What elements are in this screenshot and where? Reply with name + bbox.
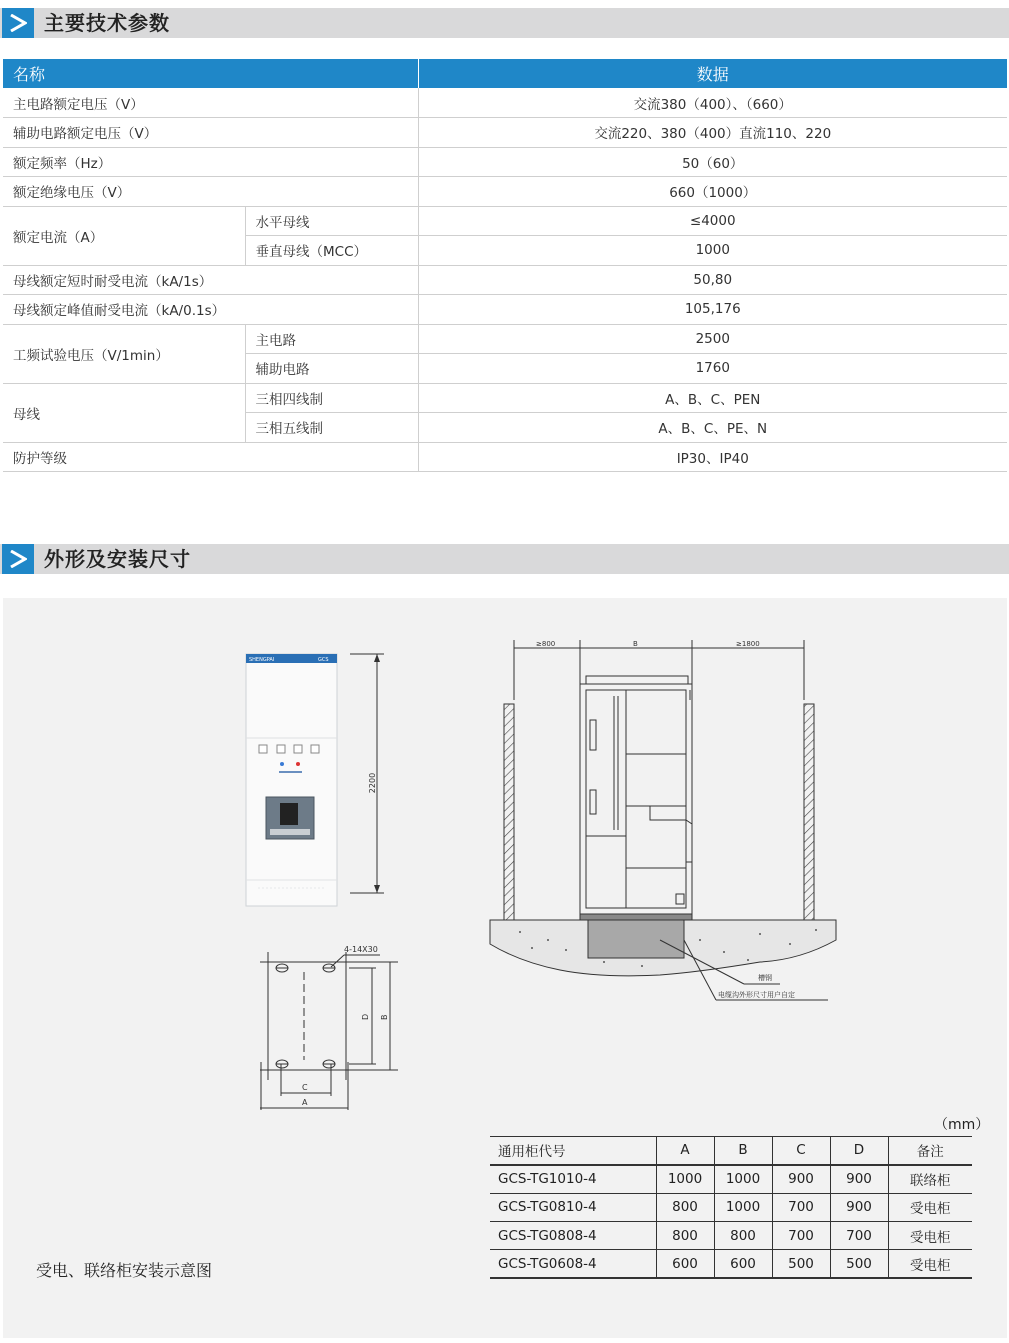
- cell-d: 700: [830, 1221, 888, 1249]
- height-label: 2200: [368, 772, 377, 794]
- row-sub: 垂直母线（MCC）: [245, 236, 418, 266]
- header-data: 数据: [418, 59, 1007, 88]
- row-value: 交流220、380（400）直流110、220: [418, 118, 1007, 148]
- cell-d: 900: [830, 1193, 888, 1221]
- row-value: ≤4000: [418, 206, 1007, 236]
- unit-label: （mm）: [934, 1117, 990, 1133]
- row-sub: 主电路: [245, 324, 418, 354]
- cabinet-front-view: [246, 654, 384, 906]
- row-name: 辅助电路额定电压（V）: [3, 118, 418, 148]
- row-name: 母线额定短时耐受电流（kA/1s）: [3, 265, 418, 295]
- cell-note: 联络柜: [888, 1165, 972, 1193]
- cell-d: 500: [830, 1250, 888, 1278]
- cell-a: 800: [656, 1221, 714, 1249]
- cabinet-brand: SHENGPAI: [249, 657, 275, 663]
- header-a: A: [656, 1137, 714, 1165]
- side-installation-view: [490, 640, 836, 1000]
- row-name: 主电路额定电压（V）: [3, 88, 418, 118]
- table-row: [490, 1250, 972, 1278]
- row-name: 母线: [3, 383, 245, 442]
- row-sub: 水平母线: [245, 206, 418, 236]
- plan-label-a: A: [302, 1098, 308, 1107]
- row-value: 50,80: [418, 265, 1007, 295]
- table-header-row: [490, 1137, 972, 1165]
- row-value: 660（1000）: [418, 177, 1007, 207]
- row-value: 50（60）: [418, 147, 1007, 177]
- side-label-left: ≥800: [536, 640, 556, 648]
- cell-d: 900: [830, 1165, 888, 1193]
- row-name: 防护等级: [3, 442, 418, 472]
- header-name: 名称: [3, 59, 418, 88]
- table-row: [490, 1221, 972, 1249]
- row-sub: 三相五线制: [245, 413, 418, 443]
- row-name: 母线额定峰值耐受电流（kA/0.1s）: [3, 295, 418, 325]
- cell-b: 1000: [714, 1193, 772, 1221]
- row-name: 额定绝缘电压（V）: [3, 177, 418, 207]
- cell-code: GCS-TG0608-4: [490, 1250, 656, 1278]
- row-name: 额定频率（Hz）: [3, 147, 418, 177]
- cell-note: 受电柜: [888, 1250, 972, 1278]
- cell-code: GCS-TG1010-4: [490, 1165, 656, 1193]
- cell-c: 700: [772, 1193, 830, 1221]
- cell-a: 600: [656, 1250, 714, 1278]
- row-value: A、B、C、PEN: [418, 383, 1007, 413]
- drawing-caption: 受电、联络柜安装示意图: [36, 1261, 213, 1280]
- side-label-middle: B: [633, 640, 638, 648]
- row-value: 1000: [418, 236, 1007, 266]
- row-name: 额定电流（A）: [3, 206, 245, 265]
- row-sub: 辅助电路: [245, 354, 418, 384]
- row-value: 1760: [418, 354, 1007, 384]
- cell-b: 1000: [714, 1165, 772, 1193]
- dimensions-table: [490, 1136, 972, 1279]
- plan-label-d: D: [361, 1013, 370, 1020]
- cabinet-model: GCS: [318, 657, 329, 663]
- row-value: 105,176: [418, 295, 1007, 325]
- cell-b: 600: [714, 1250, 772, 1278]
- side-label-right: ≥1800: [736, 640, 760, 648]
- plan-hole-label: 4-14X30: [344, 945, 378, 954]
- row-name: 工频试验电压（V/1min）: [3, 324, 245, 383]
- cell-a: 800: [656, 1193, 714, 1221]
- cell-a: 1000: [656, 1165, 714, 1193]
- section-title: 主要技术参数: [44, 11, 170, 35]
- cell-c: 500: [772, 1250, 830, 1278]
- header-d: D: [830, 1137, 888, 1165]
- header-code: 通用柜代号: [490, 1137, 656, 1165]
- cell-c: 700: [772, 1221, 830, 1249]
- table-row: [490, 1193, 972, 1221]
- base-plan-view: [260, 945, 398, 1110]
- plan-label-b: B: [380, 1014, 389, 1020]
- row-value: IP30、IP40: [418, 442, 1007, 472]
- row-value: A、B、C、PE、N: [418, 413, 1007, 443]
- row-value: 交流380（400）、（660）: [418, 88, 1007, 118]
- cell-code: GCS-TG0808-4: [490, 1221, 656, 1249]
- plan-label-c: C: [302, 1083, 308, 1092]
- callout-steel: 槽钢: [758, 974, 772, 982]
- cell-note: 受电柜: [888, 1193, 972, 1221]
- row-sub: 三相四线制: [245, 383, 418, 413]
- header-c: C: [772, 1137, 830, 1165]
- header-b: B: [714, 1137, 772, 1165]
- cell-b: 800: [714, 1221, 772, 1249]
- cell-c: 900: [772, 1165, 830, 1193]
- cell-note: 受电柜: [888, 1221, 972, 1249]
- header-note: 备注: [888, 1137, 972, 1165]
- section-title: 外形及安装尺寸: [44, 547, 191, 571]
- table-row: [490, 1165, 972, 1193]
- callout-trench: 电缆沟外形尺寸用户自定: [718, 991, 795, 999]
- row-value: 2500: [418, 324, 1007, 354]
- cell-code: GCS-TG0810-4: [490, 1193, 656, 1221]
